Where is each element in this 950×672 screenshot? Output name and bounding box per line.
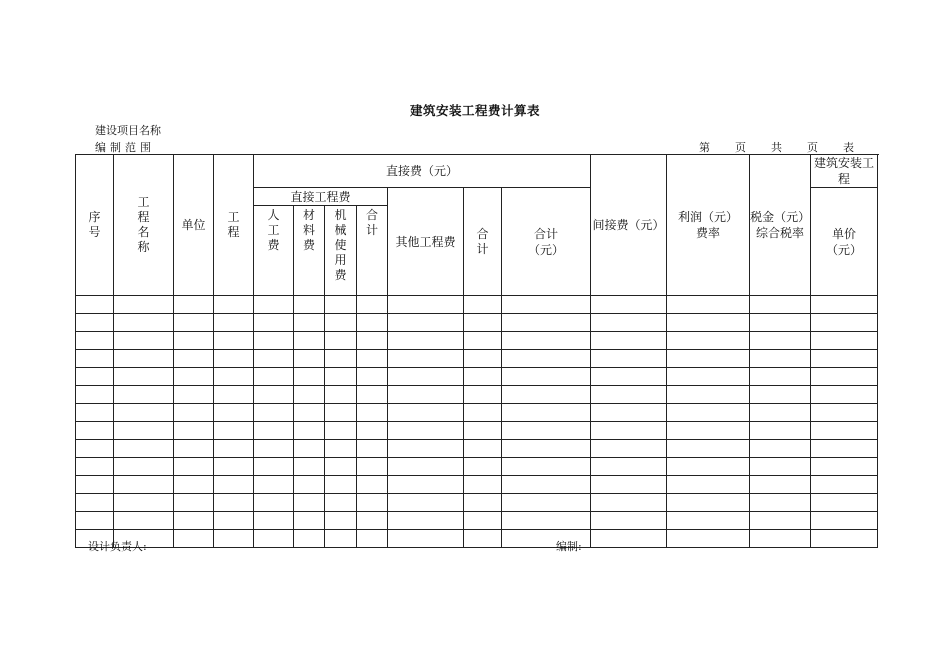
table-cell xyxy=(174,350,214,368)
table-cell xyxy=(357,350,388,368)
table-cell xyxy=(76,350,114,368)
table-cell xyxy=(811,404,878,422)
table-cell xyxy=(750,422,811,440)
table-cell xyxy=(502,368,591,386)
header-total: 合计 xyxy=(464,188,502,296)
table-cell xyxy=(294,404,325,422)
table-cell xyxy=(294,422,325,440)
table-cell xyxy=(464,422,502,440)
table-cell xyxy=(591,404,667,422)
table-cell xyxy=(325,296,357,314)
table-cell xyxy=(388,476,464,494)
table-cell xyxy=(591,350,667,368)
table-cell xyxy=(254,332,294,350)
table-cell xyxy=(591,440,667,458)
table-cell xyxy=(750,530,811,548)
table-cell xyxy=(76,422,114,440)
table-cell xyxy=(388,314,464,332)
table-cell xyxy=(76,494,114,512)
table-cell xyxy=(667,332,750,350)
table-cell xyxy=(76,512,114,530)
table-cell xyxy=(114,332,174,350)
table-cell xyxy=(811,350,878,368)
table-cell xyxy=(811,368,878,386)
table-cell xyxy=(667,296,750,314)
table-cell xyxy=(114,314,174,332)
table-row xyxy=(76,458,878,476)
table-cell xyxy=(667,458,750,476)
table-cell xyxy=(388,494,464,512)
table-cell xyxy=(750,314,811,332)
table-cell xyxy=(502,296,591,314)
table-cell xyxy=(502,314,591,332)
table-cell xyxy=(114,476,174,494)
table-cell xyxy=(325,494,357,512)
table-cell xyxy=(294,386,325,404)
table-row xyxy=(76,530,878,548)
table-cell xyxy=(214,296,254,314)
table-cell xyxy=(174,476,214,494)
table-cell xyxy=(591,530,667,548)
table-row xyxy=(76,494,878,512)
header-sum: 合计 （元） xyxy=(502,188,591,296)
table-cell xyxy=(750,332,811,350)
header-building-install: 建筑安装工程 xyxy=(811,155,878,188)
table-cell xyxy=(76,296,114,314)
table-cell xyxy=(214,314,254,332)
project-name-label: 建设项目名称 xyxy=(95,124,161,137)
table-cell xyxy=(750,386,811,404)
table-cell xyxy=(114,422,174,440)
table-cell xyxy=(294,512,325,530)
table-cell xyxy=(325,332,357,350)
table-cell xyxy=(76,404,114,422)
header-material: 材料费 xyxy=(294,206,325,296)
compiler-label: 编制: xyxy=(556,540,582,553)
table-cell xyxy=(357,458,388,476)
table-row xyxy=(76,422,878,440)
table-cell xyxy=(591,422,667,440)
table-row xyxy=(76,314,878,332)
table-cell xyxy=(502,332,591,350)
table-cell xyxy=(750,368,811,386)
table-cell xyxy=(750,458,811,476)
table-cell xyxy=(114,368,174,386)
designer-label: 设计负责人: xyxy=(88,540,147,553)
table-cell xyxy=(174,512,214,530)
table-cell xyxy=(325,476,357,494)
table-cell xyxy=(667,476,750,494)
page-ye2: 页 xyxy=(807,141,818,154)
table-cell xyxy=(294,530,325,548)
table-cell xyxy=(502,422,591,440)
table-cell xyxy=(357,296,388,314)
table-cell xyxy=(76,386,114,404)
page-gong: 共 xyxy=(771,141,782,154)
table-cell xyxy=(214,476,254,494)
table-cell xyxy=(667,530,750,548)
table-cell xyxy=(667,512,750,530)
table-cell xyxy=(254,440,294,458)
table-cell xyxy=(464,530,502,548)
table-cell xyxy=(76,458,114,476)
table-row xyxy=(76,350,878,368)
header-quantity: 工程 xyxy=(214,155,254,296)
table-row xyxy=(76,440,878,458)
table-cell xyxy=(76,332,114,350)
table-cell xyxy=(174,530,214,548)
table-cell xyxy=(591,332,667,350)
scope-label: 编制范围 xyxy=(95,141,155,154)
table-cell xyxy=(811,332,878,350)
table-cell xyxy=(357,386,388,404)
table-cell xyxy=(114,350,174,368)
table-cell xyxy=(114,512,174,530)
table-cell xyxy=(254,368,294,386)
table-cell xyxy=(667,386,750,404)
table-cell xyxy=(811,512,878,530)
table-cell xyxy=(667,404,750,422)
table-cell xyxy=(357,314,388,332)
table-cell xyxy=(667,368,750,386)
table-cell xyxy=(254,404,294,422)
table-cell xyxy=(811,422,878,440)
header-project-name: 工程名称 xyxy=(114,155,174,296)
table-cell xyxy=(114,440,174,458)
header-profit: 利润（元） 费率 xyxy=(667,155,750,296)
table-cell xyxy=(76,476,114,494)
table-cell xyxy=(214,512,254,530)
table-cell xyxy=(667,314,750,332)
table-cell xyxy=(357,422,388,440)
table-cell xyxy=(811,314,878,332)
table-cell xyxy=(591,386,667,404)
table-cell xyxy=(388,350,464,368)
table-cell xyxy=(114,458,174,476)
table-cell xyxy=(254,476,294,494)
table-cell xyxy=(591,512,667,530)
table-cell xyxy=(214,332,254,350)
table-cell xyxy=(357,368,388,386)
table-cell xyxy=(294,494,325,512)
table-cell xyxy=(325,368,357,386)
table-row xyxy=(76,368,878,386)
table-cell xyxy=(76,368,114,386)
table-cell xyxy=(464,494,502,512)
table-cell xyxy=(667,494,750,512)
header-other-engineering: 其他工程费 xyxy=(388,188,464,296)
header-labor: 人工费 xyxy=(254,206,294,296)
table-cell xyxy=(76,314,114,332)
table-cell xyxy=(388,422,464,440)
table-cell xyxy=(502,440,591,458)
table-cell xyxy=(591,296,667,314)
table-cell xyxy=(464,368,502,386)
table-cell xyxy=(214,404,254,422)
table-row xyxy=(76,476,878,494)
table-cell xyxy=(114,386,174,404)
table-row xyxy=(76,386,878,404)
table-cell xyxy=(502,386,591,404)
table-cell xyxy=(214,458,254,476)
table-cell xyxy=(464,440,502,458)
table-cell xyxy=(254,350,294,368)
table-cell xyxy=(464,386,502,404)
table-cell xyxy=(174,368,214,386)
table-cell xyxy=(464,350,502,368)
table-cell xyxy=(750,350,811,368)
table-cell xyxy=(357,440,388,458)
table-row xyxy=(76,296,878,314)
table-cell xyxy=(464,296,502,314)
table-cell xyxy=(357,404,388,422)
table-cell xyxy=(502,512,591,530)
table-cell xyxy=(502,404,591,422)
table-cell xyxy=(294,314,325,332)
table-cell xyxy=(357,512,388,530)
table-cell xyxy=(254,314,294,332)
table-cell xyxy=(591,494,667,512)
header-direct-cost: 直接费（元） xyxy=(254,155,591,188)
table-cell xyxy=(811,296,878,314)
table-cell xyxy=(811,386,878,404)
table-cell xyxy=(254,494,294,512)
table-cell xyxy=(114,296,174,314)
table-cell xyxy=(591,368,667,386)
table-cell xyxy=(325,404,357,422)
table-cell xyxy=(174,314,214,332)
table-title: 建筑安装工程费计算表 xyxy=(409,103,540,118)
table-cell xyxy=(214,440,254,458)
table-cell xyxy=(388,386,464,404)
table-cell xyxy=(214,368,254,386)
table-row xyxy=(76,332,878,350)
table-cell xyxy=(325,440,357,458)
table-cell xyxy=(667,350,750,368)
header-unit-price: 单价 （元） xyxy=(811,188,878,296)
table-row xyxy=(76,512,878,530)
table-cell xyxy=(388,368,464,386)
table-cell xyxy=(174,440,214,458)
table-cell xyxy=(750,494,811,512)
table-cell xyxy=(325,458,357,476)
table-cell xyxy=(325,314,357,332)
table-cell xyxy=(464,458,502,476)
header-subtotal: 合计 xyxy=(357,206,388,296)
table-cell xyxy=(811,458,878,476)
page-biao: 表 xyxy=(843,141,854,154)
table-cell xyxy=(174,296,214,314)
table-cell xyxy=(667,440,750,458)
table-cell xyxy=(294,296,325,314)
table-cell xyxy=(502,494,591,512)
header-unit: 单位 xyxy=(174,155,214,296)
table-cell xyxy=(76,440,114,458)
table-cell xyxy=(357,332,388,350)
table-cell xyxy=(254,296,294,314)
table-cell xyxy=(464,404,502,422)
page-di: 第 xyxy=(699,141,710,154)
table-cell xyxy=(214,350,254,368)
table-cell xyxy=(294,332,325,350)
table-cell xyxy=(357,494,388,512)
table-cell xyxy=(750,512,811,530)
table-cell xyxy=(811,476,878,494)
table-cell xyxy=(388,296,464,314)
table-cell xyxy=(174,422,214,440)
table-cell xyxy=(114,494,174,512)
table-cell xyxy=(750,404,811,422)
table-cell xyxy=(750,476,811,494)
table-cell xyxy=(294,476,325,494)
table-cell xyxy=(174,332,214,350)
table-cell xyxy=(325,512,357,530)
header-seq: 序号 xyxy=(76,155,114,296)
table-cell xyxy=(294,458,325,476)
table-cell xyxy=(388,404,464,422)
table-cell xyxy=(294,440,325,458)
table-cell xyxy=(502,458,591,476)
table-cell xyxy=(214,530,254,548)
table-cell xyxy=(388,440,464,458)
table-cell xyxy=(254,458,294,476)
table-cell xyxy=(114,404,174,422)
table-cell xyxy=(294,368,325,386)
table-cell xyxy=(174,458,214,476)
table-cell xyxy=(502,350,591,368)
header-machinery: 机械使用费 xyxy=(325,206,357,296)
table-cell xyxy=(357,530,388,548)
header-indirect: 间接费（元） xyxy=(591,155,667,296)
table-cell xyxy=(811,440,878,458)
page-ye1: 页 xyxy=(735,141,746,154)
table-cell xyxy=(750,440,811,458)
table-cell xyxy=(254,386,294,404)
table-cell xyxy=(388,512,464,530)
table-cell xyxy=(325,422,357,440)
table-cell xyxy=(502,476,591,494)
table-cell xyxy=(464,512,502,530)
table-cell xyxy=(325,530,357,548)
table-cell xyxy=(591,314,667,332)
table-cell xyxy=(464,476,502,494)
table-cell xyxy=(750,296,811,314)
table-cell xyxy=(254,422,294,440)
table-cell xyxy=(214,386,254,404)
table-cell xyxy=(667,422,750,440)
table-row xyxy=(76,404,878,422)
table-cell xyxy=(294,350,325,368)
table-cell xyxy=(174,404,214,422)
table-cell xyxy=(464,314,502,332)
table-cell xyxy=(357,476,388,494)
table-cell xyxy=(464,332,502,350)
table-cell xyxy=(174,494,214,512)
table-cell xyxy=(254,530,294,548)
cost-table xyxy=(75,154,878,548)
table-cell xyxy=(388,332,464,350)
table-cell xyxy=(388,530,464,548)
header-direct-engineering: 直接工程费 xyxy=(254,188,388,206)
page-counter xyxy=(699,139,854,155)
table-cell xyxy=(214,422,254,440)
table-cell xyxy=(174,386,214,404)
table-cell xyxy=(325,350,357,368)
table-cell xyxy=(214,494,254,512)
table-cell xyxy=(591,458,667,476)
table-cell xyxy=(811,494,878,512)
header-tax: 税金（元） 综合税率 xyxy=(750,155,811,296)
table-cell xyxy=(591,476,667,494)
table-cell xyxy=(254,512,294,530)
table-cell xyxy=(388,458,464,476)
table-cell xyxy=(811,530,878,548)
table-cell xyxy=(325,386,357,404)
